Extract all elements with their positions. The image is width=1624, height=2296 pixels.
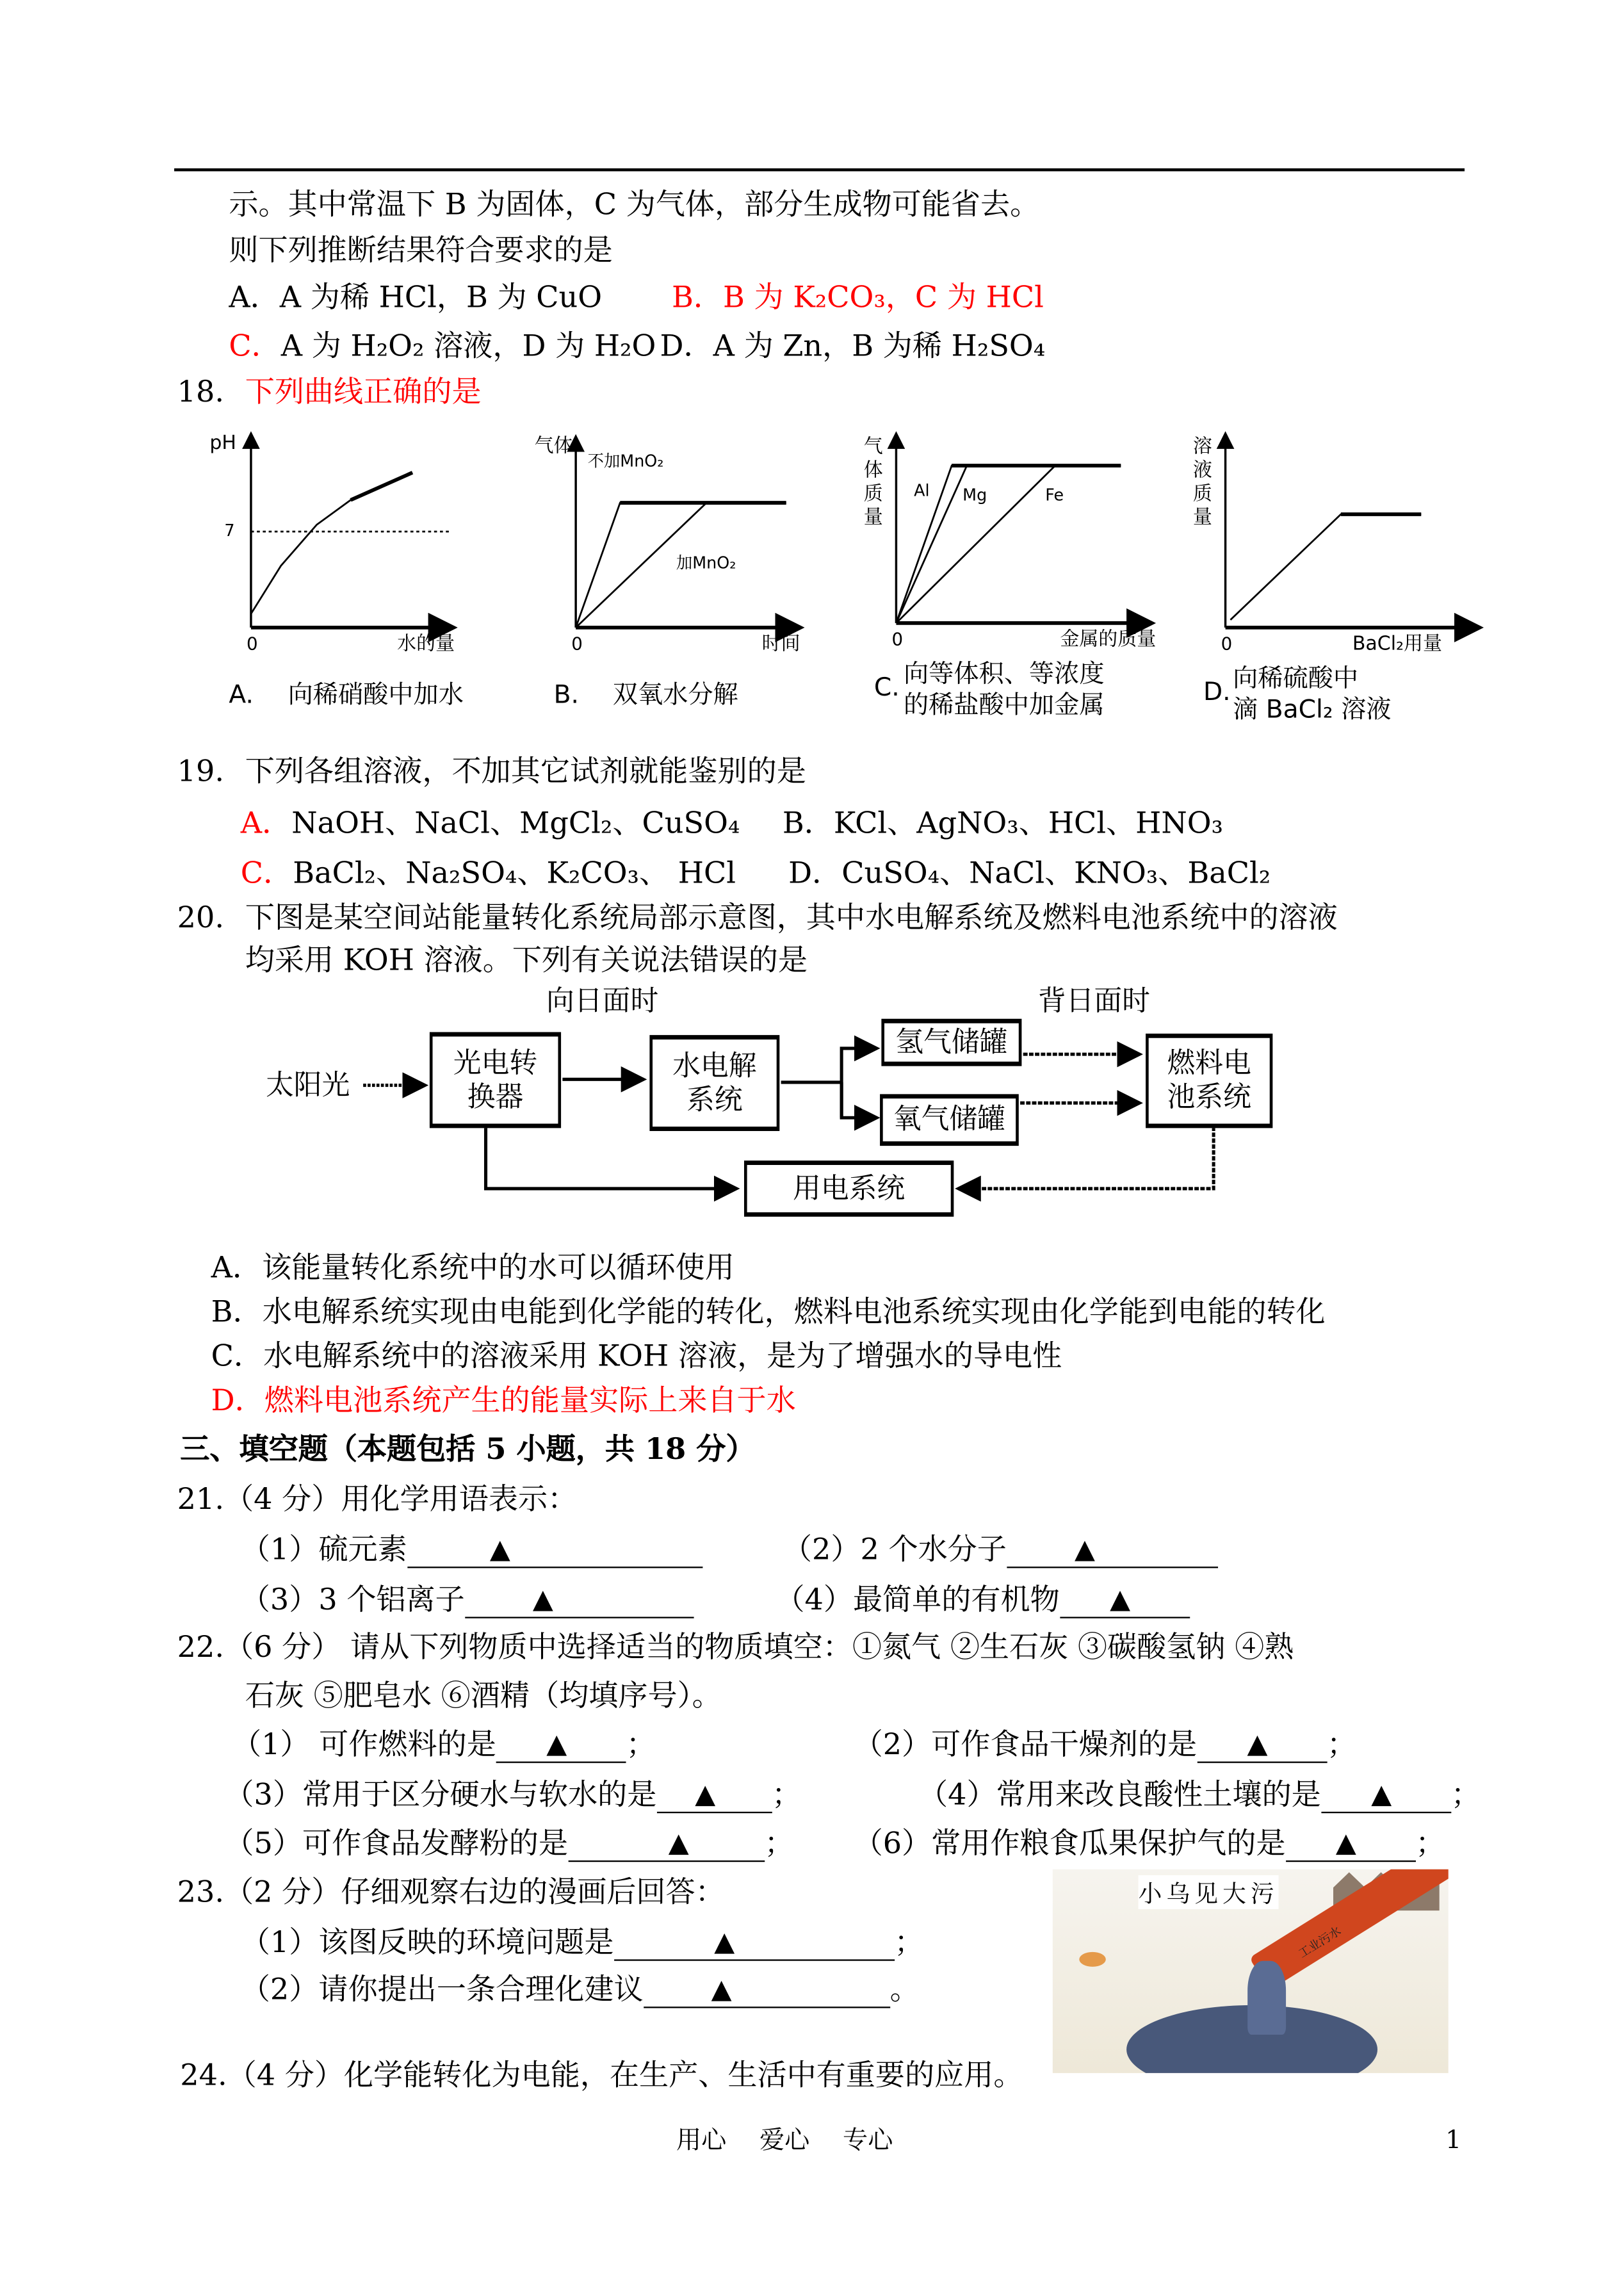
page-number: 1 bbox=[1445, 2126, 1462, 2156]
x-axis-label: 时间 bbox=[761, 633, 800, 656]
label-dark-side: 背日面时 bbox=[1037, 984, 1151, 1018]
origin-label: 0 bbox=[891, 629, 904, 650]
answer-blank[interactable]: ▲ bbox=[496, 1729, 626, 1763]
answer-blank[interactable]: ▲ bbox=[1285, 1828, 1415, 1862]
q17-option-c: C．A 为 H₂O₂ 溶液，D 为 H₂O bbox=[229, 327, 656, 364]
q17-option-b: B．B 为 K₂CO₃，C 为 HCl bbox=[672, 279, 1044, 315]
q22-item-2: （2）可作食品干燥剂的是 ▲ ； bbox=[854, 1725, 1357, 1763]
label-sunlight: 太阳光 bbox=[265, 1069, 350, 1102]
q19-option-b: B．KCl、AgNO₃、HCl、HNO₃ bbox=[782, 804, 1224, 840]
q21-stem: 21.（4 分）用化学用语表示： bbox=[177, 1481, 578, 1517]
q20-option-c: C．水电解系统中的溶液采用 KOH 溶液，是为了增强水的导电性 bbox=[211, 1337, 1062, 1374]
y-axis-label: 气体质量 bbox=[859, 436, 882, 530]
chart-caption: 向稀硫酸中 bbox=[1233, 664, 1359, 694]
q20-option-b: B．水电解系统实现由电能到化学能的转化，燃料电池系统实现由化学能到电能的转化 bbox=[211, 1293, 1326, 1329]
chart-caption-line2: 的稀盐酸中加金属 bbox=[903, 690, 1105, 721]
label-sun-side: 向日面时 bbox=[546, 984, 659, 1018]
x-axis-label: 水的量 bbox=[397, 633, 455, 656]
answer-blank[interactable]: ▲ bbox=[1007, 1534, 1218, 1568]
section-3-title: 三、填空题（本题包括 5 小题，共 18 分） bbox=[180, 1431, 756, 1467]
chart-caption-label: B. bbox=[553, 680, 579, 710]
answer-blank[interactable]: ▲ bbox=[568, 1828, 765, 1862]
arrow-pv-to-load bbox=[486, 1127, 737, 1189]
box-water-electrolysis: 水电解 系统 bbox=[649, 1035, 779, 1131]
series-label-no-mno2: 不加MnO₂ bbox=[587, 452, 664, 471]
q17-option-a: A．A 为稀 HCl，B 为 CuO bbox=[229, 279, 603, 315]
answer-blank[interactable]: ▲ bbox=[656, 1779, 772, 1813]
arrow-to-o2 bbox=[841, 1082, 877, 1118]
chart-caption-label: D. bbox=[1203, 678, 1231, 708]
answer-blank[interactable]: ▲ bbox=[1321, 1779, 1451, 1813]
q22-item-3: （3）常用于区分硬水与软水的是 ▲ ； bbox=[224, 1775, 801, 1813]
q17-line2: 则下列推断结果符合要求的是 bbox=[229, 231, 613, 268]
q19-option-c: C．BaCl₂、Na₂SO₄、K₂CO₃、 HCl bbox=[240, 854, 736, 891]
series-label-fe: Fe bbox=[1045, 485, 1064, 505]
q17-line1: 示。其中常温下 B 为固体，C 为气体，部分生成物可能省去。 bbox=[229, 186, 1040, 222]
series-label-mno2: 加MnO₂ bbox=[676, 553, 736, 573]
q20-stem-1: 下图是某空间站能量转化系统局部示意图，其中水电解系统及燃料电池系统中的溶液 bbox=[245, 899, 1338, 935]
answer-blank[interactable]: ▲ bbox=[407, 1534, 702, 1568]
q21-item-1: （1）硫元素 ▲ bbox=[241, 1529, 702, 1568]
chart-caption: 双氧水分解 bbox=[612, 680, 738, 710]
q22-stem-2: 石灰 ⑤肥皂水 ⑥酒精（均填序号）。 bbox=[245, 1677, 722, 1713]
q19-option-d: D．CuSO₄、NaCl、KNO₃、BaCl₂ bbox=[788, 854, 1271, 891]
y-tick-label: 7 bbox=[224, 521, 235, 541]
chart-caption: 向稀硝酸中加水 bbox=[288, 680, 464, 710]
answer-blank[interactable]: ▲ bbox=[644, 1974, 890, 2008]
cartoon-title: 小乌见大污 bbox=[1139, 1875, 1279, 1909]
q19-option-a: A．NaOH、NaCl、MgCl₂、CuSO₄ bbox=[240, 804, 740, 840]
arrow-to-h2 bbox=[841, 1048, 877, 1118]
y-axis-label: 溶液质量 bbox=[1188, 436, 1211, 530]
water-stream-icon bbox=[1247, 1961, 1286, 2035]
q20-stem-2: 均采用 KOH 溶液。下列有关说法错误的是 bbox=[245, 941, 808, 978]
q22-item-1: （1） 可作燃料的是 ▲ ； bbox=[232, 1725, 656, 1763]
q17-option-d: D．A 为 Zn，B 为稀 H₂SO₄ bbox=[660, 327, 1046, 364]
q22-item-6: （6）常用作粮食瓜果保护气的是 ▲ ； bbox=[854, 1823, 1445, 1862]
chart-caption: 向等体积、等浓度 bbox=[903, 660, 1105, 690]
q18-stem: 下列曲线正确的是 bbox=[245, 373, 482, 409]
pipe-label: 工业污水 bbox=[1296, 1924, 1344, 1961]
y-axis-label: pH bbox=[209, 432, 236, 455]
origin-label: 0 bbox=[247, 633, 258, 655]
q24-stem: 24.（4 分）化学能转化为电能，在生产、生活中有重要的应用。 bbox=[180, 2056, 1023, 2092]
q20-number: 20. bbox=[177, 899, 225, 935]
x-axis-label: 金属的质量 bbox=[1060, 629, 1157, 651]
q20-option-d: D．燃料电池系统产生的能量实际上来自于水 bbox=[211, 1381, 796, 1418]
q18-number: 18. bbox=[177, 373, 225, 409]
answer-blank[interactable]: ▲ bbox=[465, 1584, 694, 1618]
q21-item-4: （4）最简单的有机物 ▲ bbox=[775, 1580, 1189, 1618]
dead-bird-icon bbox=[1079, 1952, 1105, 1967]
answer-blank[interactable]: ▲ bbox=[1060, 1584, 1190, 1618]
chart-caption-line2: 滴 BaCl₂ 溶液 bbox=[1233, 695, 1392, 726]
box-fuel-cell: 燃料电 池系统 bbox=[1146, 1034, 1272, 1128]
box-photovoltaic-converter: 光电转 换器 bbox=[430, 1032, 561, 1128]
box-power-load: 用电系统 bbox=[744, 1160, 954, 1217]
q19-number: 19. bbox=[177, 753, 225, 789]
q22-item-4: （4）常用来改良酸性土壤的是 ▲ ； bbox=[918, 1775, 1481, 1813]
q22-item-5: （5）可作食品发酵粉的是 ▲ ； bbox=[224, 1823, 793, 1862]
q22-stem-1: 22.（6 分） 请从下列物质中选择适当的物质填空：①氮气 ②生石灰 ③碳酸氢钠 ④熟 bbox=[177, 1628, 1294, 1665]
q23-item-2: （2）请你提出一条合理化建议 ▲ 。 bbox=[241, 1970, 920, 2008]
answer-blank[interactable]: ▲ bbox=[1197, 1729, 1327, 1763]
origin-label: 0 bbox=[1221, 633, 1233, 655]
answer-blank[interactable]: ▲ bbox=[613, 1927, 894, 1961]
q23-item-1: （1）该图反映的环境问题是 ▲ ； bbox=[241, 1923, 924, 1961]
q21-item-2: （2）2 个水分子 ▲ bbox=[783, 1529, 1218, 1568]
box-hydrogen-tank: 氢气储罐 bbox=[881, 1019, 1021, 1066]
box-oxygen-tank: 氧气储罐 bbox=[880, 1094, 1019, 1146]
q19-stem: 下列各组溶液，不加其它试剂就能鉴别的是 bbox=[245, 753, 806, 789]
series-label-mg: Mg bbox=[962, 485, 987, 505]
q20-option-a: A．该能量转化系统中的水可以循环使用 bbox=[211, 1249, 735, 1285]
pollution-cartoon bbox=[1053, 1869, 1449, 2073]
x-axis-label: BaCl₂用量 bbox=[1352, 633, 1443, 656]
origin-label: 0 bbox=[571, 633, 583, 655]
y-axis-label: 气体 bbox=[534, 436, 573, 458]
q23-stem: 23.（2 分）仔细观察右边的漫画后回答： bbox=[177, 1873, 725, 1910]
chart-caption-label: C. bbox=[873, 673, 900, 703]
q21-item-3: （3）3 个铝离子 ▲ bbox=[241, 1580, 694, 1618]
chart-caption-label: A. bbox=[229, 680, 254, 710]
footer-motto: 用心 爱心 专心 bbox=[676, 2126, 893, 2156]
series-label-al: Al bbox=[914, 481, 930, 501]
